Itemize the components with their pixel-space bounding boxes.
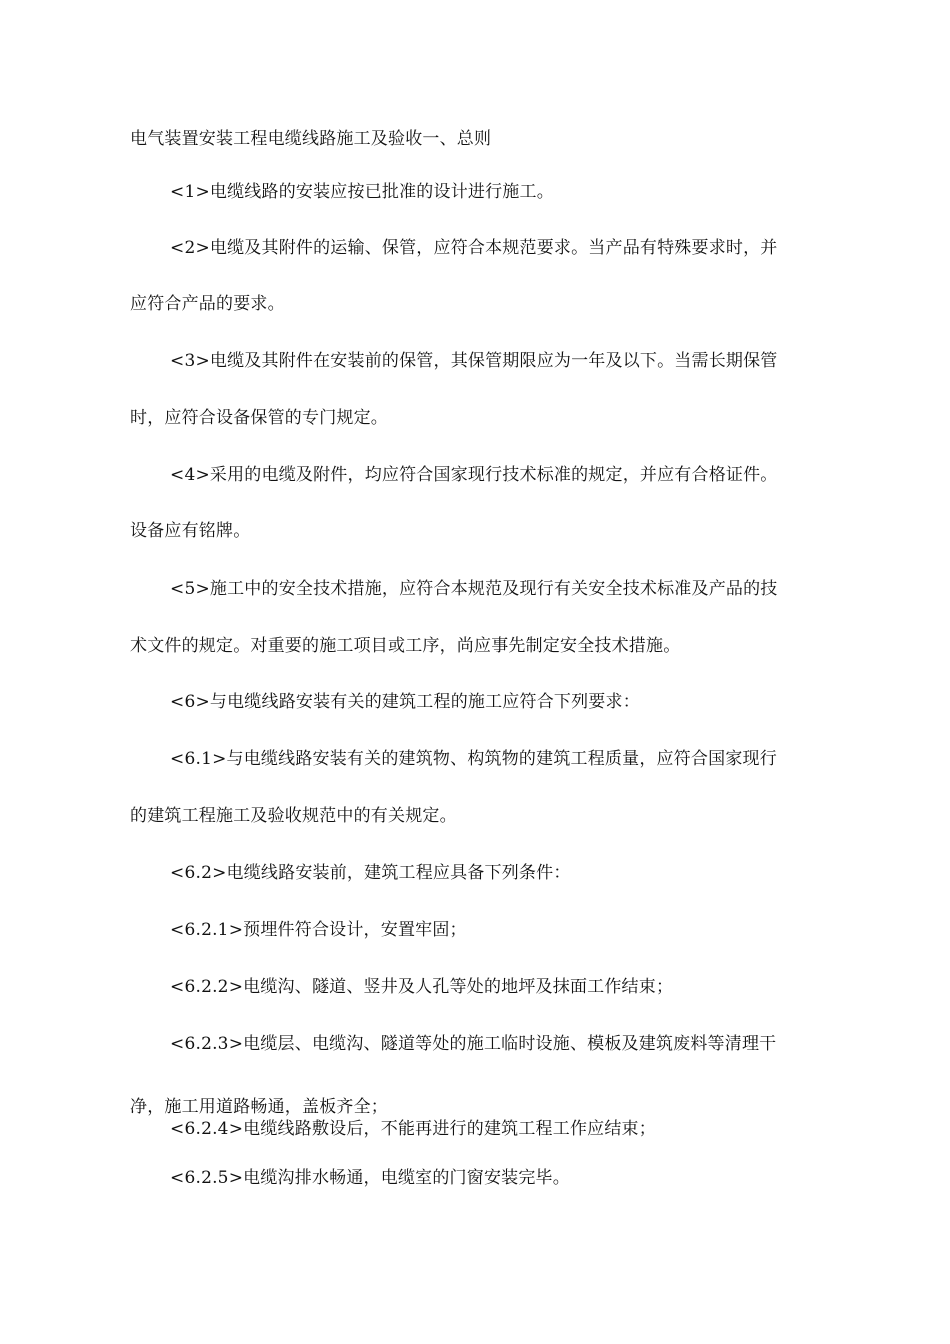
- paragraph-2-line-1: <2>电缆及其附件的运输、保管，应符合本规范要求。当产品有特殊要求时，并: [170, 238, 778, 258]
- paragraph-6-1-line-1: <6.1>与电缆线路安装有关的建筑物、构筑物的建筑工程质量，应符合国家现行: [170, 749, 777, 769]
- paragraph-3-line-2: 时，应符合设备保管的专门规定。: [130, 408, 388, 428]
- paragraph-4-line-1: <4>采用的电缆及附件，均应符合国家现行技术标准的规定，并应有合格证件。: [170, 465, 778, 485]
- paragraph-6-2: <6.2>电缆线路安装前，建筑工程应具备下列条件：: [170, 863, 571, 883]
- paragraph-6-2-1: <6.2.1>预埋件符合设计，安置牢固；: [170, 920, 467, 940]
- paragraph-4-line-2: 设备应有铭牌。: [130, 521, 251, 541]
- paragraph-6-2-3-line-2: 净，施工用道路畅通，盖板齐全；: [130, 1097, 388, 1117]
- paragraph-6: <6>与电缆线路安装有关的建筑工程的施工应符合下列要求：: [170, 692, 640, 712]
- paragraph-6-1-line-2: 的建筑工程施工及验收规范中的有关规定。: [130, 806, 457, 826]
- paragraph-6-2-3-line-1: <6.2.3>电缆层、电缆沟、隧道等处的施工临时设施、模板及建筑废料等清理干: [170, 1034, 777, 1054]
- paragraph-6-2-5: <6.2.5>电缆沟排水畅通，电缆室的门窗安装完毕。: [170, 1168, 570, 1188]
- paragraph-6-2-4: <6.2.4>电缆线路敷设后，不能再进行的建筑工程工作应结束；: [170, 1119, 656, 1139]
- paragraph-1: <1>电缆线路的安装应按已批准的设计进行施工。: [170, 182, 554, 202]
- paragraph-2-line-2: 应符合产品的要求。: [130, 294, 285, 314]
- paragraph-3-line-1: <3>电缆及其附件在安装前的保管，其保管期限应为一年及以下。当需长期保管: [170, 351, 778, 371]
- document-title: 电气装置安装工程电缆线路施工及验收一、总则: [130, 129, 492, 149]
- paragraph-6-2-2: <6.2.2>电缆沟、隧道、竖井及人孔等处的地坪及抹面工作结束；: [170, 977, 674, 997]
- paragraph-5-line-2: 术文件的规定。对重要的施工项目或工序，尚应事先制定安全技术措施。: [130, 636, 681, 656]
- paragraph-5-line-1: <5>施工中的安全技术措施，应符合本规范及现行有关安全技术标准及产品的技: [170, 579, 778, 599]
